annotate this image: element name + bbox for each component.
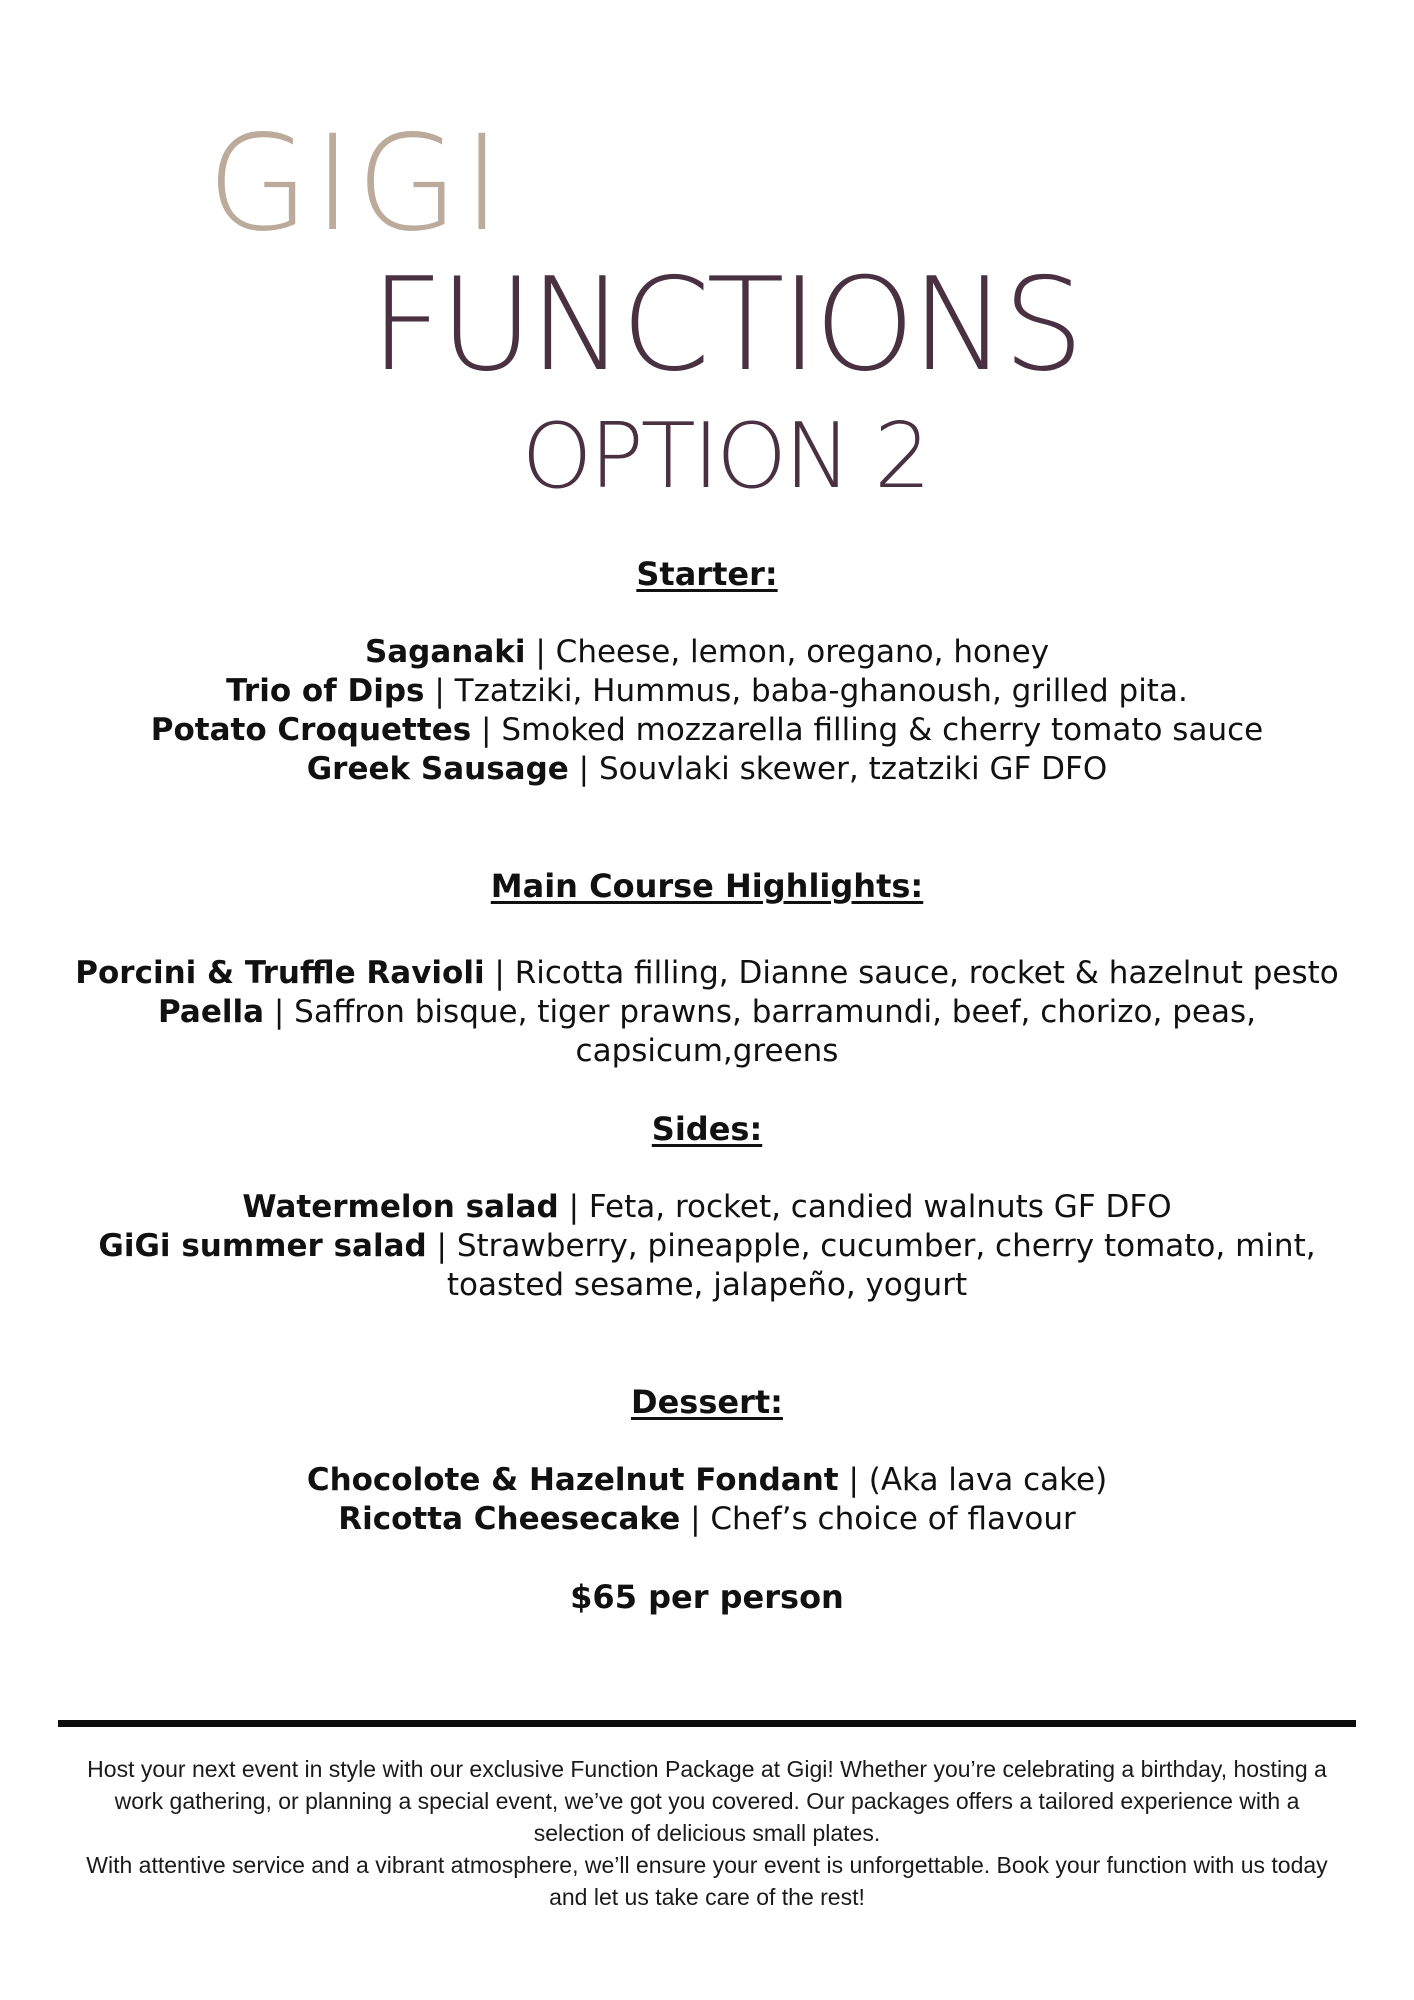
menu-item — [60, 954, 1354, 993]
item-name: Porcini & Truffle Ravioli — [75, 955, 485, 991]
item-desc: | Cheese, lemon, oregano, honey — [525, 634, 1050, 670]
item-name: Paella — [158, 994, 265, 1030]
item-name: Potato Croquettes — [150, 712, 472, 748]
menu-item — [60, 993, 1354, 1071]
starter-heading: Starter: — [636, 555, 778, 593]
footer-paragraph-2: With attentive service and a vibrant atmosphere, we’ll ensure your event is unforgettable. Book your function with us today and let us take care of the rest! — [86, 1852, 1328, 1910]
item-name: Ricotta Cheesecake — [338, 1501, 681, 1537]
item-name: Saganaki — [364, 634, 526, 670]
item-desc: | Feta, rocket, candied walnuts GF DFO — [558, 1189, 1172, 1225]
menu-item — [60, 1188, 1354, 1227]
item-desc: | Souvlaki skewer, tzatziki GF DFO — [568, 751, 1108, 787]
menu-item — [60, 1461, 1354, 1500]
menu-item — [60, 750, 1354, 789]
item-name: GiGi summer salad — [98, 1228, 427, 1264]
item-desc: | Smoked mozzarella filling & cherry tomato sauce — [471, 712, 1264, 748]
footer-text — [70, 1753, 1344, 1913]
item-desc: | Chef’s choice of flavour — [680, 1501, 1076, 1537]
menu-item — [60, 711, 1354, 750]
item-name: Chocolote & Hazelnut Fondant — [306, 1462, 839, 1498]
price: $65 per person — [570, 1578, 844, 1616]
item-name: Watermelon salad — [242, 1189, 559, 1225]
item-desc: | Strawberry, pineapple, cucumber, cherry tomato, mint, toasted sesame, jalapeño, yogurt — [426, 1228, 1316, 1303]
menu-item — [60, 1500, 1354, 1539]
item-desc: | (Aka lava cake) — [838, 1462, 1108, 1498]
brand-logo: GIGI — [207, 107, 506, 261]
menu-item — [60, 633, 1354, 672]
item-name: Trio of Dips — [226, 673, 425, 709]
item-desc: | Tzatziki, Hummus, baba-ghanoush, grilled pita. — [424, 673, 1188, 709]
dessert-heading: Dessert: — [631, 1383, 783, 1421]
menu-item — [60, 1227, 1354, 1305]
menu — [60, 555, 1354, 1617]
divider — [58, 1720, 1356, 1727]
item-name: Greek Sausage — [306, 751, 569, 787]
page-subtitle: OPTION 2 — [521, 404, 929, 509]
sides-heading: Sides: — [651, 1110, 763, 1148]
menu-item — [60, 672, 1354, 711]
footer-paragraph-1: Host your next event in style with our exclusive Function Package at Gigi! Whether you’re celebrating a birthday, hosting a work gathering, or planning a special event, we’ve got you covered. Our packages offers a tailored experience with a selection of delicious small plates. — [87, 1756, 1327, 1846]
item-desc: | Saffron bisque, tiger prawns, barramundi, beef, chorizo, peas, capsicum,greens — [264, 994, 1256, 1069]
main-heading: Main Course Highlights: — [490, 867, 924, 905]
item-desc: | Ricotta filling, Dianne sauce, rocket & hazelnut pesto — [484, 955, 1339, 991]
page-title: FUNCTIONS — [369, 251, 1081, 400]
